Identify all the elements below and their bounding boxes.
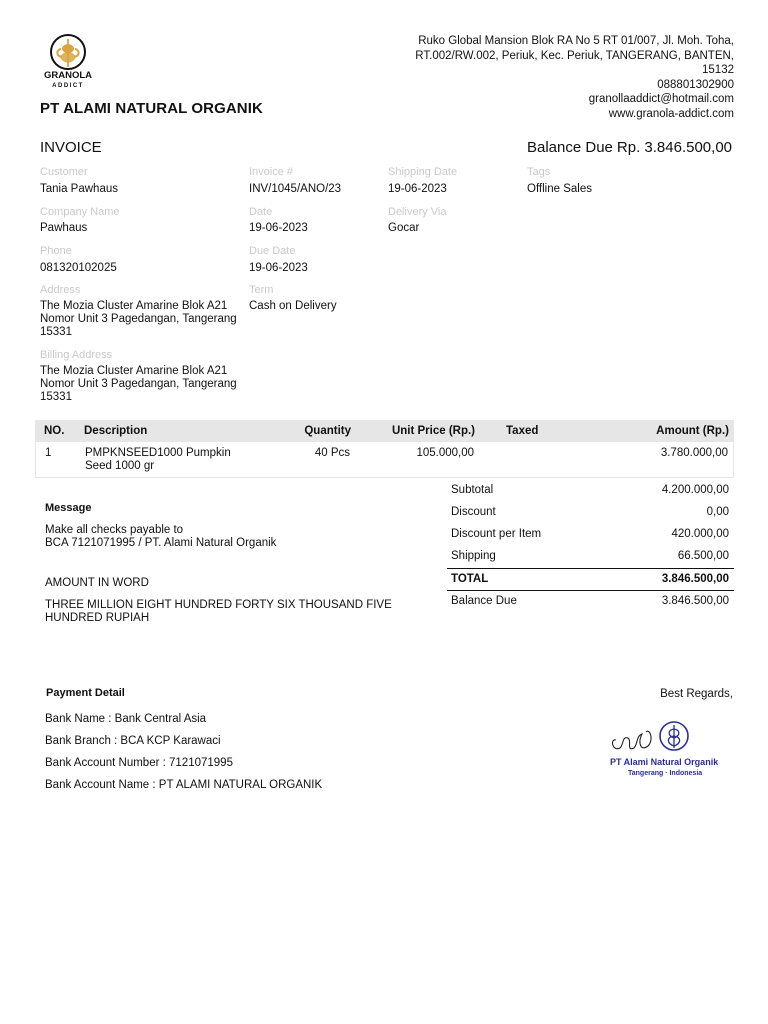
company-contact (374, 34, 734, 121)
address-value: The Mozia Cluster Amarine Blok A21 Nomor Unit 3 Pagedangan, Tangerang 15331 (40, 300, 237, 338)
row-description: PMPKNSEED1000 Pumpkin Seed 1000 gr (85, 447, 231, 472)
company-phone: 088801302900 (657, 78, 734, 91)
header-description: Description (84, 425, 148, 437)
svg-text:GRANOLA: GRANOLA (43, 70, 93, 81)
shipping-date-value: 19-06-2023 (388, 183, 447, 195)
tags-field (527, 166, 667, 196)
discount-per-item-value: 420.000,00 (671, 528, 729, 540)
term-value: Cash on Delivery (249, 300, 337, 312)
customer-value: Tania Pawhaus (40, 183, 118, 195)
shipping-date-label: Shipping Date (388, 166, 458, 178)
due-date-field (249, 245, 389, 275)
subtotal-value: 4.200.000,00 (661, 484, 729, 496)
shipping-value: 66.500,00 (677, 550, 729, 562)
payment-detail-title: Payment Detail (46, 687, 125, 699)
svg-text:ADDICT: ADDICT (52, 83, 84, 89)
date-label: Date (249, 206, 273, 218)
subtotal-label: Subtotal (451, 484, 494, 496)
shipping-date-field (388, 166, 528, 196)
company-name-label: Company Name (40, 206, 120, 218)
term-label: Term (249, 284, 274, 296)
balance-due-label: Balance Due (527, 139, 613, 156)
subtotal-row (447, 480, 734, 502)
delivery-via-field (388, 206, 528, 235)
discount-per-item-row (447, 524, 734, 546)
bank-branch: Bank Branch : BCA KCP Karawaci (45, 735, 221, 747)
discount-value: 0,00 (706, 506, 729, 518)
amount-in-word-text: THREE MILLION EIGHT HUNDRED FORTY SIX THOUSAND FIVE HUNDRED RUPIAH (45, 599, 392, 624)
phone-value: 081320102025 (40, 262, 117, 274)
signature-stamp (608, 718, 736, 780)
balance-due-row (447, 591, 734, 613)
granola-addict-logo (38, 30, 98, 92)
balance-due-value: Rp. 3.846.500,00 (616, 139, 732, 156)
total-row (447, 568, 734, 591)
total-value: 3.846.500,00 (661, 573, 729, 585)
customer-field (40, 166, 250, 196)
tags-value: Offline Sales (527, 183, 592, 195)
invoice-number-field (249, 166, 389, 196)
date-value: 19-06-2023 (249, 222, 308, 234)
items-table-header (35, 420, 734, 442)
row-no: 1 (45, 447, 52, 459)
invoice-number-value: INV/1045/ANO/23 (249, 183, 342, 195)
phone-label: Phone (40, 245, 72, 257)
row-unit-price: 105.000,00 (416, 447, 474, 459)
company-name: PT ALAMI NATURAL ORGANIK (40, 100, 263, 117)
company-email: granollaaddict@hotmail.com (588, 93, 734, 105)
discount-label: Discount (451, 506, 496, 518)
delivery-via-value: Gocar (388, 222, 420, 234)
balance-due-row-label: Balance Due (451, 595, 517, 607)
balance-due-row-value: 3.846.500,00 (661, 595, 729, 607)
invoice-number-label: Invoice # (249, 166, 294, 178)
balance-due-header (523, 139, 732, 156)
bank-name: Bank Name : Bank Central Asia (45, 713, 207, 725)
delivery-via-label: Delivery Via (388, 206, 447, 218)
bank-account-number: Bank Account Number : 7121071995 (45, 757, 233, 769)
invoice-title: INVOICE (40, 139, 102, 156)
header-no: NO. (44, 425, 65, 437)
shipping-row (447, 546, 734, 568)
company-name-value: Pawhaus (40, 222, 88, 234)
message-title: Message (45, 502, 92, 514)
term-field (249, 284, 389, 313)
customer-label: Customer (40, 166, 88, 178)
svg-text:PT Alami Natural Organik: PT Alami Natural Organik (610, 757, 719, 767)
billing-address-label: Billing Address (40, 349, 113, 361)
company-website: www.granola-addict.com (608, 107, 734, 120)
header-amount: Amount (Rp.) (656, 425, 729, 437)
table-row (35, 442, 734, 478)
header-unit-price: Unit Price (Rp.) (391, 425, 475, 437)
due-date-label: Due Date (249, 245, 296, 257)
total-label: TOTAL (451, 573, 489, 585)
row-amount: 3.780.000,00 (660, 447, 728, 459)
shipping-label: Shipping (451, 550, 496, 562)
address-label: Address (40, 284, 81, 296)
phone-field (40, 245, 250, 275)
amount-in-word-title: AMOUNT IN WORD (45, 577, 149, 589)
company-address: Ruko Global Mansion Blok RA No 5 RT 01/007, Jl. Moh. Toha, RT.002/RW.002, Periuk, Kec. Periuk, TANGERANG, BANTEN, 15132 (415, 35, 734, 76)
due-date-value: 19-06-2023 (249, 262, 308, 274)
discount-row (447, 502, 734, 524)
row-quantity: 40 Pcs (314, 447, 350, 459)
header-taxed: Taxed (506, 425, 539, 437)
billing-address-field (40, 349, 250, 404)
svg-text:Tangerang · Indonesia: Tangerang · Indonesia (628, 770, 703, 777)
tags-label: Tags (527, 166, 551, 178)
address-field (40, 284, 250, 339)
header-quantity: Quantity (304, 425, 351, 437)
discount-per-item-label: Discount per Item (451, 528, 542, 540)
date-field (249, 206, 389, 235)
bank-account-name: Bank Account Name : PT ALAMI NATURAL ORGANIK (45, 779, 323, 791)
totals-summary (447, 480, 734, 613)
company-name-field (40, 206, 250, 235)
best-regards: Best Regards, (660, 688, 733, 700)
message-text: Make all checks payable to BCA 7121071995 / PT. Alami Natural Organik (45, 524, 277, 549)
billing-address-value: The Mozia Cluster Amarine Blok A21 Nomor Unit 3 Pagedangan, Tangerang 15331 (40, 365, 237, 403)
